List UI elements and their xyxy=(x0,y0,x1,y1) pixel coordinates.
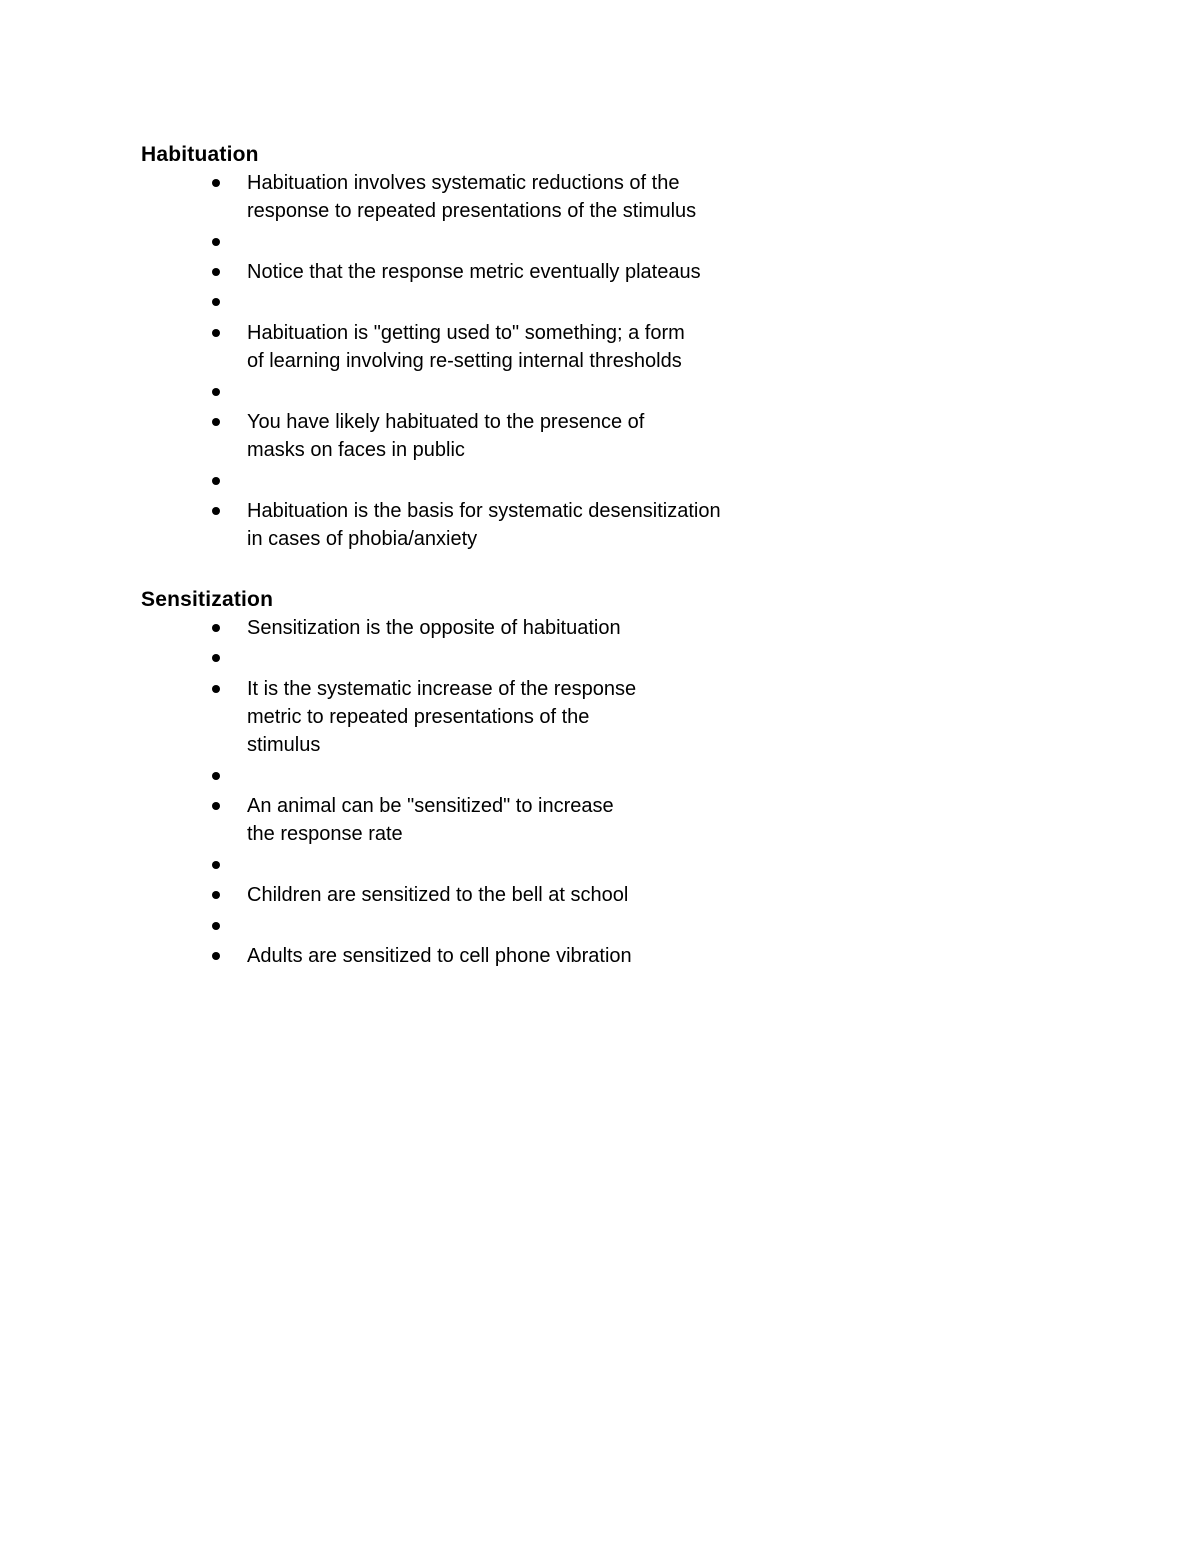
bullet-icon xyxy=(212,952,220,960)
list-item xyxy=(141,851,841,879)
list-item xyxy=(141,467,841,495)
list-item xyxy=(141,228,841,256)
bullet-icon xyxy=(212,624,220,632)
bullet-icon xyxy=(212,922,220,930)
bullet-icon xyxy=(212,298,220,306)
bullet-icon xyxy=(212,861,220,869)
habituation-list xyxy=(141,169,841,554)
bullet-icon xyxy=(212,388,220,396)
bullet-icon xyxy=(212,507,220,515)
list-item xyxy=(141,288,841,316)
bullet-icon xyxy=(212,477,220,485)
bullet-icon xyxy=(212,238,220,246)
list-item-text: Habituation is the basis for systematic desensitization in cases of phobia/anxiety xyxy=(247,500,721,551)
list-item-text: An animal can be "sensitized" to increase the response rate xyxy=(247,795,614,846)
list-item xyxy=(141,762,841,790)
list-item-text: Adults are sensitized to cell phone vibration xyxy=(247,945,632,968)
sensitization-heading: Sensitization xyxy=(141,588,274,611)
bullet-icon xyxy=(212,772,220,780)
bullet-icon xyxy=(212,268,220,276)
bullet-icon xyxy=(212,654,220,662)
list-item-text: Notice that the response metric eventually plateaus xyxy=(247,261,701,284)
list-item-text: Children are sensitized to the bell at school xyxy=(247,884,629,907)
bullet-icon xyxy=(212,329,220,337)
list-item xyxy=(141,408,841,465)
bullet-icon xyxy=(212,179,220,187)
bullet-icon xyxy=(212,891,220,899)
list-item xyxy=(141,497,841,554)
habituation-heading: Habituation xyxy=(141,143,259,166)
list-item xyxy=(141,614,841,642)
list-item xyxy=(141,169,841,226)
bullet-icon xyxy=(212,802,220,810)
list-item xyxy=(141,942,841,970)
list-item xyxy=(141,378,841,406)
list-item-text: It is the systematic increase of the response metric to repeated presentations of the stimulus xyxy=(247,677,637,757)
list-item xyxy=(141,881,841,909)
list-item xyxy=(141,675,841,760)
list-item xyxy=(141,319,841,376)
list-item xyxy=(141,258,841,286)
list-item-text: You have likely habituated to the presence of masks on faces in public xyxy=(247,410,645,462)
sensitization-section xyxy=(141,586,841,972)
list-item-text: Habituation involves systematic reductions of the response to repeated presentations of the stimulus xyxy=(247,172,697,223)
list-item-text: Sensitization is the opposite of habituation xyxy=(247,617,621,639)
bullet-icon xyxy=(212,418,220,426)
habituation-section xyxy=(141,141,841,556)
list-item-text: Habituation is "getting used to" something; a form of learning involving re-setting internal thresholds xyxy=(247,321,685,373)
list-item xyxy=(141,644,841,672)
bullet-icon xyxy=(212,685,220,693)
list-item xyxy=(141,792,841,849)
list-item xyxy=(141,912,841,940)
sensitization-list xyxy=(141,614,841,970)
